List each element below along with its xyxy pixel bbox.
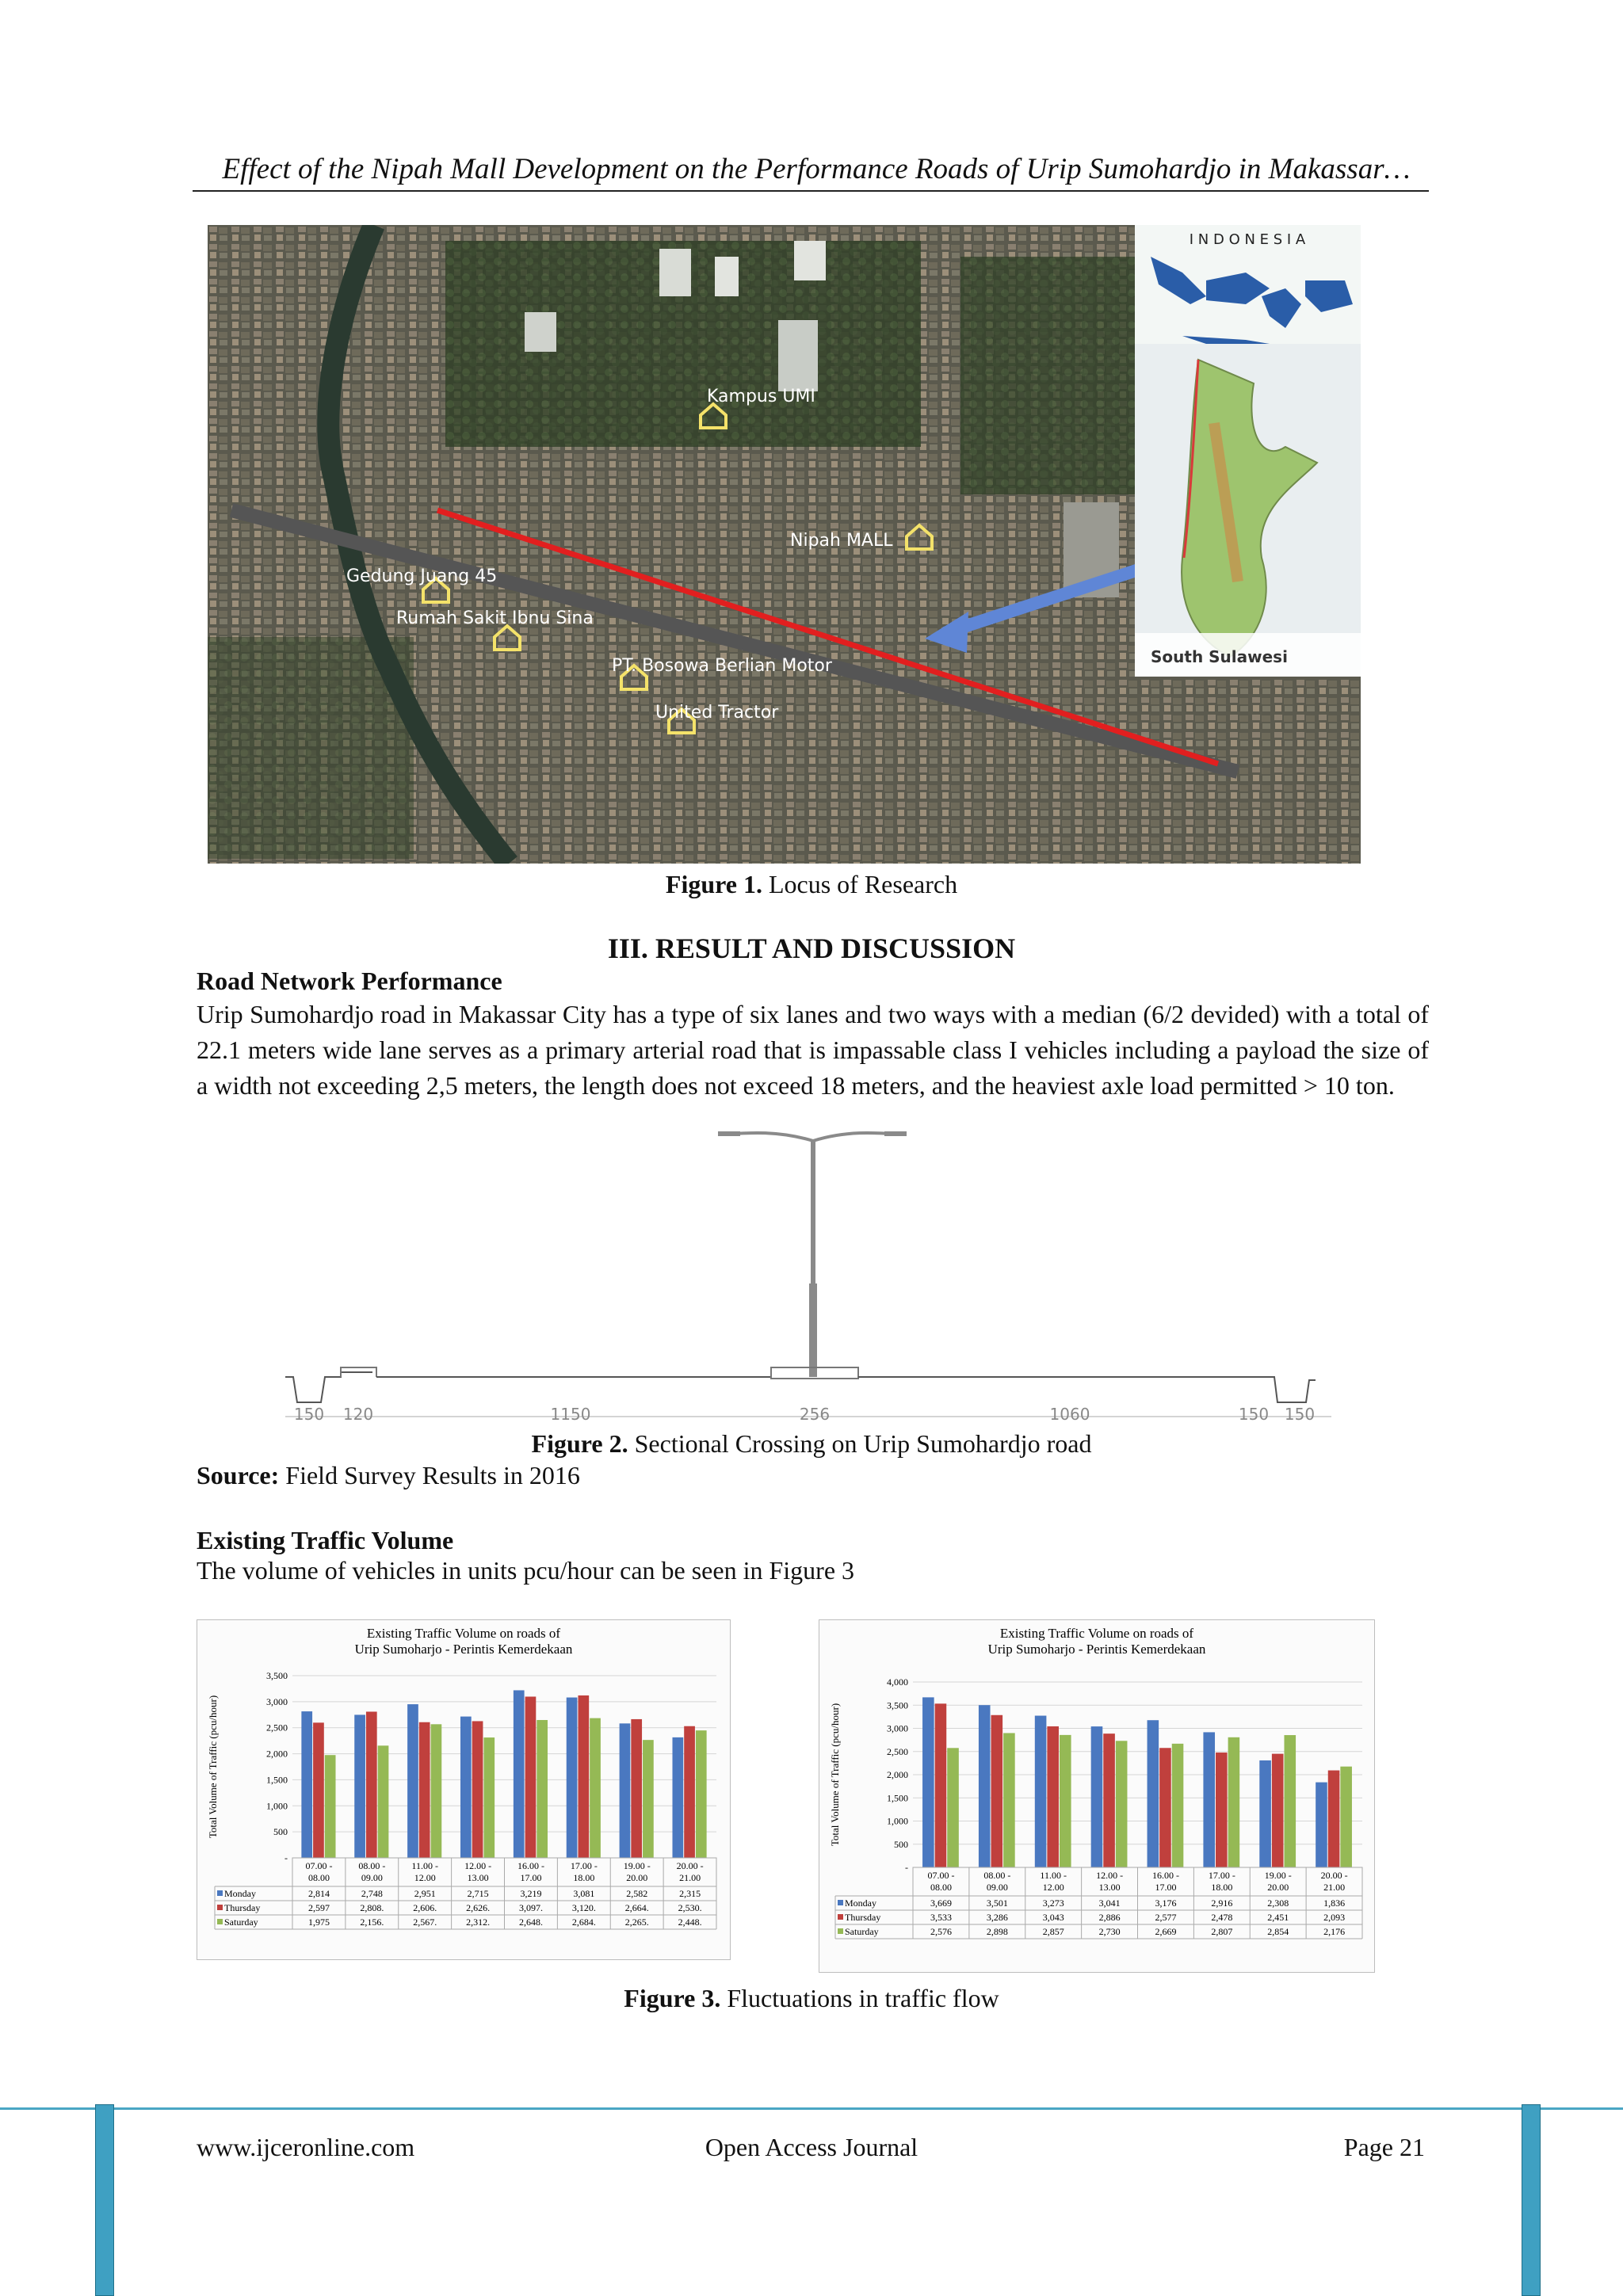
bar-saturday [1228,1737,1240,1867]
x-tick-label: 20.00 - [1320,1870,1348,1881]
label-gedung-juang: Gedung Juang 45 [346,566,498,586]
y-tick-label: 3,000 [887,1722,908,1734]
data-label: 3,097. [518,1902,543,1913]
bar-monday [1316,1783,1327,1867]
running-header: Effect of the Nipah Mall Development on the Performance Roads of Urip Sumohardjo in Makassar… [222,153,1411,185]
footer-journal: Open Access Journal [705,2133,918,2161]
bar-saturday [1060,1735,1071,1867]
y-tick-label: 2,000 [266,1748,288,1760]
x-tick-label: 19.00 - [1264,1870,1292,1881]
data-label: 3,286 [986,1912,1008,1923]
dim-150-right-b: 150 [1284,1405,1316,1424]
bar-thursday [472,1721,483,1858]
x-tick-label: 08.00 - [358,1860,386,1871]
x-tick-label: 12.00 [1042,1882,1064,1893]
label-nipah-mall: Nipah MALL [790,531,893,551]
header-rule [193,190,1429,192]
data-label: 2,715 [467,1888,489,1899]
data-label: 2,951 [414,1888,436,1899]
data-label: 2,567. [413,1917,437,1928]
x-tick-label: 20.00 [1267,1882,1289,1893]
x-tick-label: 07.00 - [305,1860,333,1871]
paragraph-traffic-volume: The volume of vehicles in units pcu/hour can be seen in Figure 3 [197,1556,855,1585]
bar-monday [1091,1726,1103,1867]
bar-thursday [1047,1726,1059,1867]
legend-swatch-monday [217,1890,223,1896]
x-tick-label: 21.00 [679,1872,701,1883]
data-label: 1,975 [307,1917,330,1928]
data-label: 3,501 [986,1897,1008,1909]
subheading-road-network: Road Network Performance [197,967,502,995]
x-tick-label: 12.00 - [464,1860,492,1871]
footer-rule [0,2107,1623,2110]
label-indonesia: I N D O N E S I A [1189,231,1306,248]
label-bosowa: PT. Bosowa Berlian Motor [612,656,832,676]
data-label: 3,533 [930,1912,952,1923]
bar-thursday [1159,1748,1171,1867]
bar-saturday [431,1724,442,1858]
bar-monday [620,1723,631,1858]
legend-label-monday: Monday [845,1897,876,1909]
bar-thursday [1103,1733,1115,1867]
chart-y-axis-label: Total Volume of Traffic (pcu/hour) [207,1695,219,1839]
bar-saturday [378,1745,389,1858]
x-tick-label: 08.00 [930,1882,952,1893]
data-label: 2,648. [518,1917,543,1928]
y-tick-label: 2,500 [266,1722,288,1733]
data-label: 3,219 [520,1888,542,1899]
bar-monday [1148,1720,1159,1867]
section-heading: III. RESULT AND DISCUSSION [607,933,1016,964]
paragraph-road-network: Urip Sumohardjo road in Makassar City has a type of six lanes and two ways with a median (6/2 devided) with a total of 22.1 meters wide lane serves as a primary arterial road that is impassable class I vehicles including a payload the size of a width not exceeding 2,5 meters, the length does not exceed 18 meters, and the heaviest axle load permitted > 10 ton. [197,1000,1429,1100]
bar-saturday [1284,1735,1296,1867]
data-label: 3,273 [1042,1897,1064,1909]
data-label: 2,807 [1211,1926,1233,1937]
data-label: 2,093 [1323,1912,1346,1923]
y-tick-label: - [285,1852,288,1863]
data-label: 2,265. [624,1917,649,1928]
bar-saturday [1172,1744,1184,1867]
figure1-inset-map [1135,225,1361,677]
bar-saturday [643,1740,654,1858]
data-label: 2,664. [624,1902,649,1913]
data-label: 3,081 [573,1888,595,1899]
x-tick-label: 12.00 - [1096,1870,1124,1881]
x-tick-label: 13.00 [467,1872,489,1883]
chart-title-line2: Urip Sumoharjo - Perintis Kemerdekaan [987,1642,1206,1657]
bar-monday [979,1705,991,1867]
y-tick-label: 1,500 [266,1774,288,1786]
figure2-source [197,1461,580,1490]
data-label: 2,448. [678,1917,702,1928]
source-text: Field Survey Results in 2016 [279,1461,580,1489]
dim-1150: 1150 [550,1405,591,1424]
y-tick-label: 3,000 [266,1695,288,1707]
dim-1060: 1060 [1049,1405,1090,1424]
bar-thursday [631,1719,642,1858]
bar-saturday [1340,1767,1352,1867]
chart-title-line2: Urip Sumoharjo - Perintis Kemerdekaan [354,1642,573,1657]
dim-150-right-a: 150 [1238,1405,1270,1424]
figure1-caption [0,870,1623,899]
x-tick-label: 21.00 [1323,1882,1346,1893]
legend-label-thursday: Thursday [224,1902,261,1913]
x-tick-label: 13.00 [1098,1882,1121,1893]
inset-map-image [1135,225,1361,677]
x-tick-label: 16.00 - [517,1860,544,1871]
bar-monday [672,1737,683,1858]
figure1-caption-label: Figure 1. [665,870,762,898]
y-tick-label: 1,000 [887,1815,908,1827]
data-label: 2,478 [1211,1912,1233,1923]
bar-monday [301,1711,312,1858]
x-tick-label: 11.00 - [1040,1870,1067,1881]
legend-label-monday: Monday [224,1888,256,1899]
data-label: 2,814 [307,1888,330,1899]
data-label: 2,748 [361,1888,383,1899]
y-tick-label: 500 [273,1826,288,1838]
figure2-caption [0,1429,1623,1459]
dim-150-left: 150 [293,1405,325,1424]
footer-page: Page 21 [1343,2133,1425,2161]
data-label: 2,308 [1267,1897,1289,1909]
bar-thursday [1216,1753,1228,1867]
data-label: 3,176 [1155,1897,1177,1909]
bar-thursday [684,1726,695,1858]
dim-120: 120 [342,1405,374,1424]
bar-monday [1259,1760,1271,1867]
chart-title-line1: Existing Traffic Volume on roads of [366,1626,561,1641]
data-label: 2,684. [571,1917,596,1928]
chart-title-line1: Existing Traffic Volume on roads of [999,1626,1194,1641]
data-label: 2,176 [1323,1926,1346,1937]
legend-swatch-thursday [217,1905,223,1910]
bar-monday [407,1704,418,1858]
legend-label-thursday: Thursday [845,1912,881,1923]
y-tick-label: 2,000 [887,1769,908,1780]
data-label: 2,808. [360,1902,384,1913]
y-tick-label: - [905,1862,908,1873]
data-label: 2,315 [679,1888,701,1899]
data-label: 3,043 [1042,1912,1064,1923]
chart-right [819,1620,1374,1972]
legend-swatch-thursday [838,1914,843,1920]
label-rumah-sakit: Rumah Sakit Ibnu Sina [396,608,594,628]
footer-website: www.ijceronline.com [197,2133,415,2161]
y-tick-label: 500 [894,1838,908,1850]
x-tick-label: 09.00 [361,1872,383,1883]
bar-thursday [366,1711,377,1858]
x-tick-label: 17.00 - [1208,1870,1235,1881]
bar-thursday [991,1715,1003,1867]
y-tick-label: 2,500 [887,1745,908,1757]
x-tick-label: 20.00 [626,1872,648,1883]
data-label: 2,606. [413,1902,437,1913]
data-label: 2,854 [1267,1926,1289,1937]
bar-saturday [1003,1733,1015,1867]
x-tick-label: 08.00 [307,1872,330,1883]
bar-monday [354,1714,365,1858]
data-label: 2,857 [1042,1926,1064,1937]
x-tick-label: 17.00 [1155,1882,1177,1893]
x-tick-label: 18.00 [573,1872,595,1883]
figure1-caption-text: Locus of Research [762,870,958,898]
x-tick-label: 12.00 [414,1872,436,1883]
data-label: 2,730 [1098,1926,1121,1937]
bar-thursday [1328,1771,1340,1867]
bar-monday [567,1698,578,1858]
figure3-caption-label: Figure 3. [624,1984,721,2012]
bar-thursday [1272,1754,1284,1867]
y-tick-label: 1,500 [887,1792,908,1804]
data-label: 2,916 [1211,1897,1233,1909]
bar-saturday [325,1755,336,1858]
data-label: 2,582 [626,1888,648,1899]
data-label: 2,577 [1155,1912,1177,1923]
data-label: 2,530. [678,1902,702,1913]
figure2-cross-section [269,1125,1347,1426]
dim-256: 256 [799,1405,831,1424]
figure3-caption [0,1984,1623,2013]
legend-swatch-monday [838,1900,843,1905]
x-tick-label: 20.00 - [676,1860,704,1871]
x-tick-label: 16.00 - [1151,1870,1179,1881]
bar-thursday [525,1696,537,1858]
figure2-caption-text: Sectional Crossing on Urip Sumohardjo road [628,1429,1092,1458]
data-label: 2,451 [1267,1912,1289,1923]
data-label: 2,597 [307,1902,330,1913]
data-label: 2,156. [360,1917,384,1928]
chart-y-axis-label: Total Volume of Traffic (pcu/hour) [829,1703,841,1847]
legend-swatch-saturday [838,1928,843,1934]
x-tick-label: 17.00 [520,1872,542,1883]
figure3-caption-text: Fluctuations in traffic flow [720,1984,999,2012]
y-tick-label: 4,000 [887,1676,908,1688]
chart-right-frame [819,1619,1375,1973]
data-label: 2,898 [986,1926,1008,1937]
x-tick-label: 18.00 [1211,1882,1233,1893]
bar-thursday [313,1722,324,1858]
source-label: Source: [197,1461,280,1489]
bar-thursday [419,1722,430,1858]
bar-thursday [935,1703,947,1867]
bar-saturday [590,1718,601,1858]
data-label: 2,886 [1098,1912,1121,1923]
bar-saturday [696,1730,707,1858]
data-label: 1,836 [1323,1897,1346,1909]
bar-monday [460,1717,472,1858]
chart-left-frame [197,1619,731,1960]
data-label: 3,041 [1098,1897,1121,1909]
bar-saturday [947,1748,959,1867]
bar-monday [1035,1716,1047,1867]
label-kampus-umi: Kampus UMI [707,387,815,406]
bar-monday [514,1690,525,1858]
bar-saturday [1116,1741,1128,1867]
data-label: 3,120. [571,1902,596,1913]
data-label: 3,669 [930,1897,952,1909]
x-tick-label: 17.00 - [570,1860,598,1871]
subheading-traffic-volume: Existing Traffic Volume [197,1526,454,1554]
legend-label-saturday: Saturday [224,1917,258,1928]
bar-saturday [537,1720,548,1858]
chart-left [197,1620,730,1959]
y-tick-label: 3,500 [266,1670,288,1681]
x-tick-label: 08.00 - [983,1870,1011,1881]
data-label: 2,626. [466,1902,491,1913]
legend-swatch-saturday [217,1919,223,1924]
y-tick-label: 1,000 [266,1800,288,1812]
data-label: 2,312. [466,1917,491,1928]
bar-saturday [483,1737,495,1858]
label-south-sulawesi: South Sulawesi [1151,647,1288,666]
bar-thursday [578,1695,589,1858]
x-tick-label: 07.00 - [927,1870,955,1881]
x-tick-label: 09.00 [986,1882,1008,1893]
label-united-tractor: United Tractor [655,703,779,723]
legend-label-saturday: Saturday [845,1926,879,1937]
bar-monday [922,1697,934,1867]
y-tick-label: 3,500 [887,1699,908,1711]
cross-section-drawing [269,1125,1347,1426]
x-tick-label: 19.00 - [623,1860,651,1871]
data-label: 2,576 [930,1926,952,1937]
x-tick-label: 11.00 - [411,1860,438,1871]
bar-monday [1203,1732,1215,1867]
data-label: 2,669 [1155,1926,1177,1937]
figure2-caption-label: Figure 2. [531,1429,628,1458]
